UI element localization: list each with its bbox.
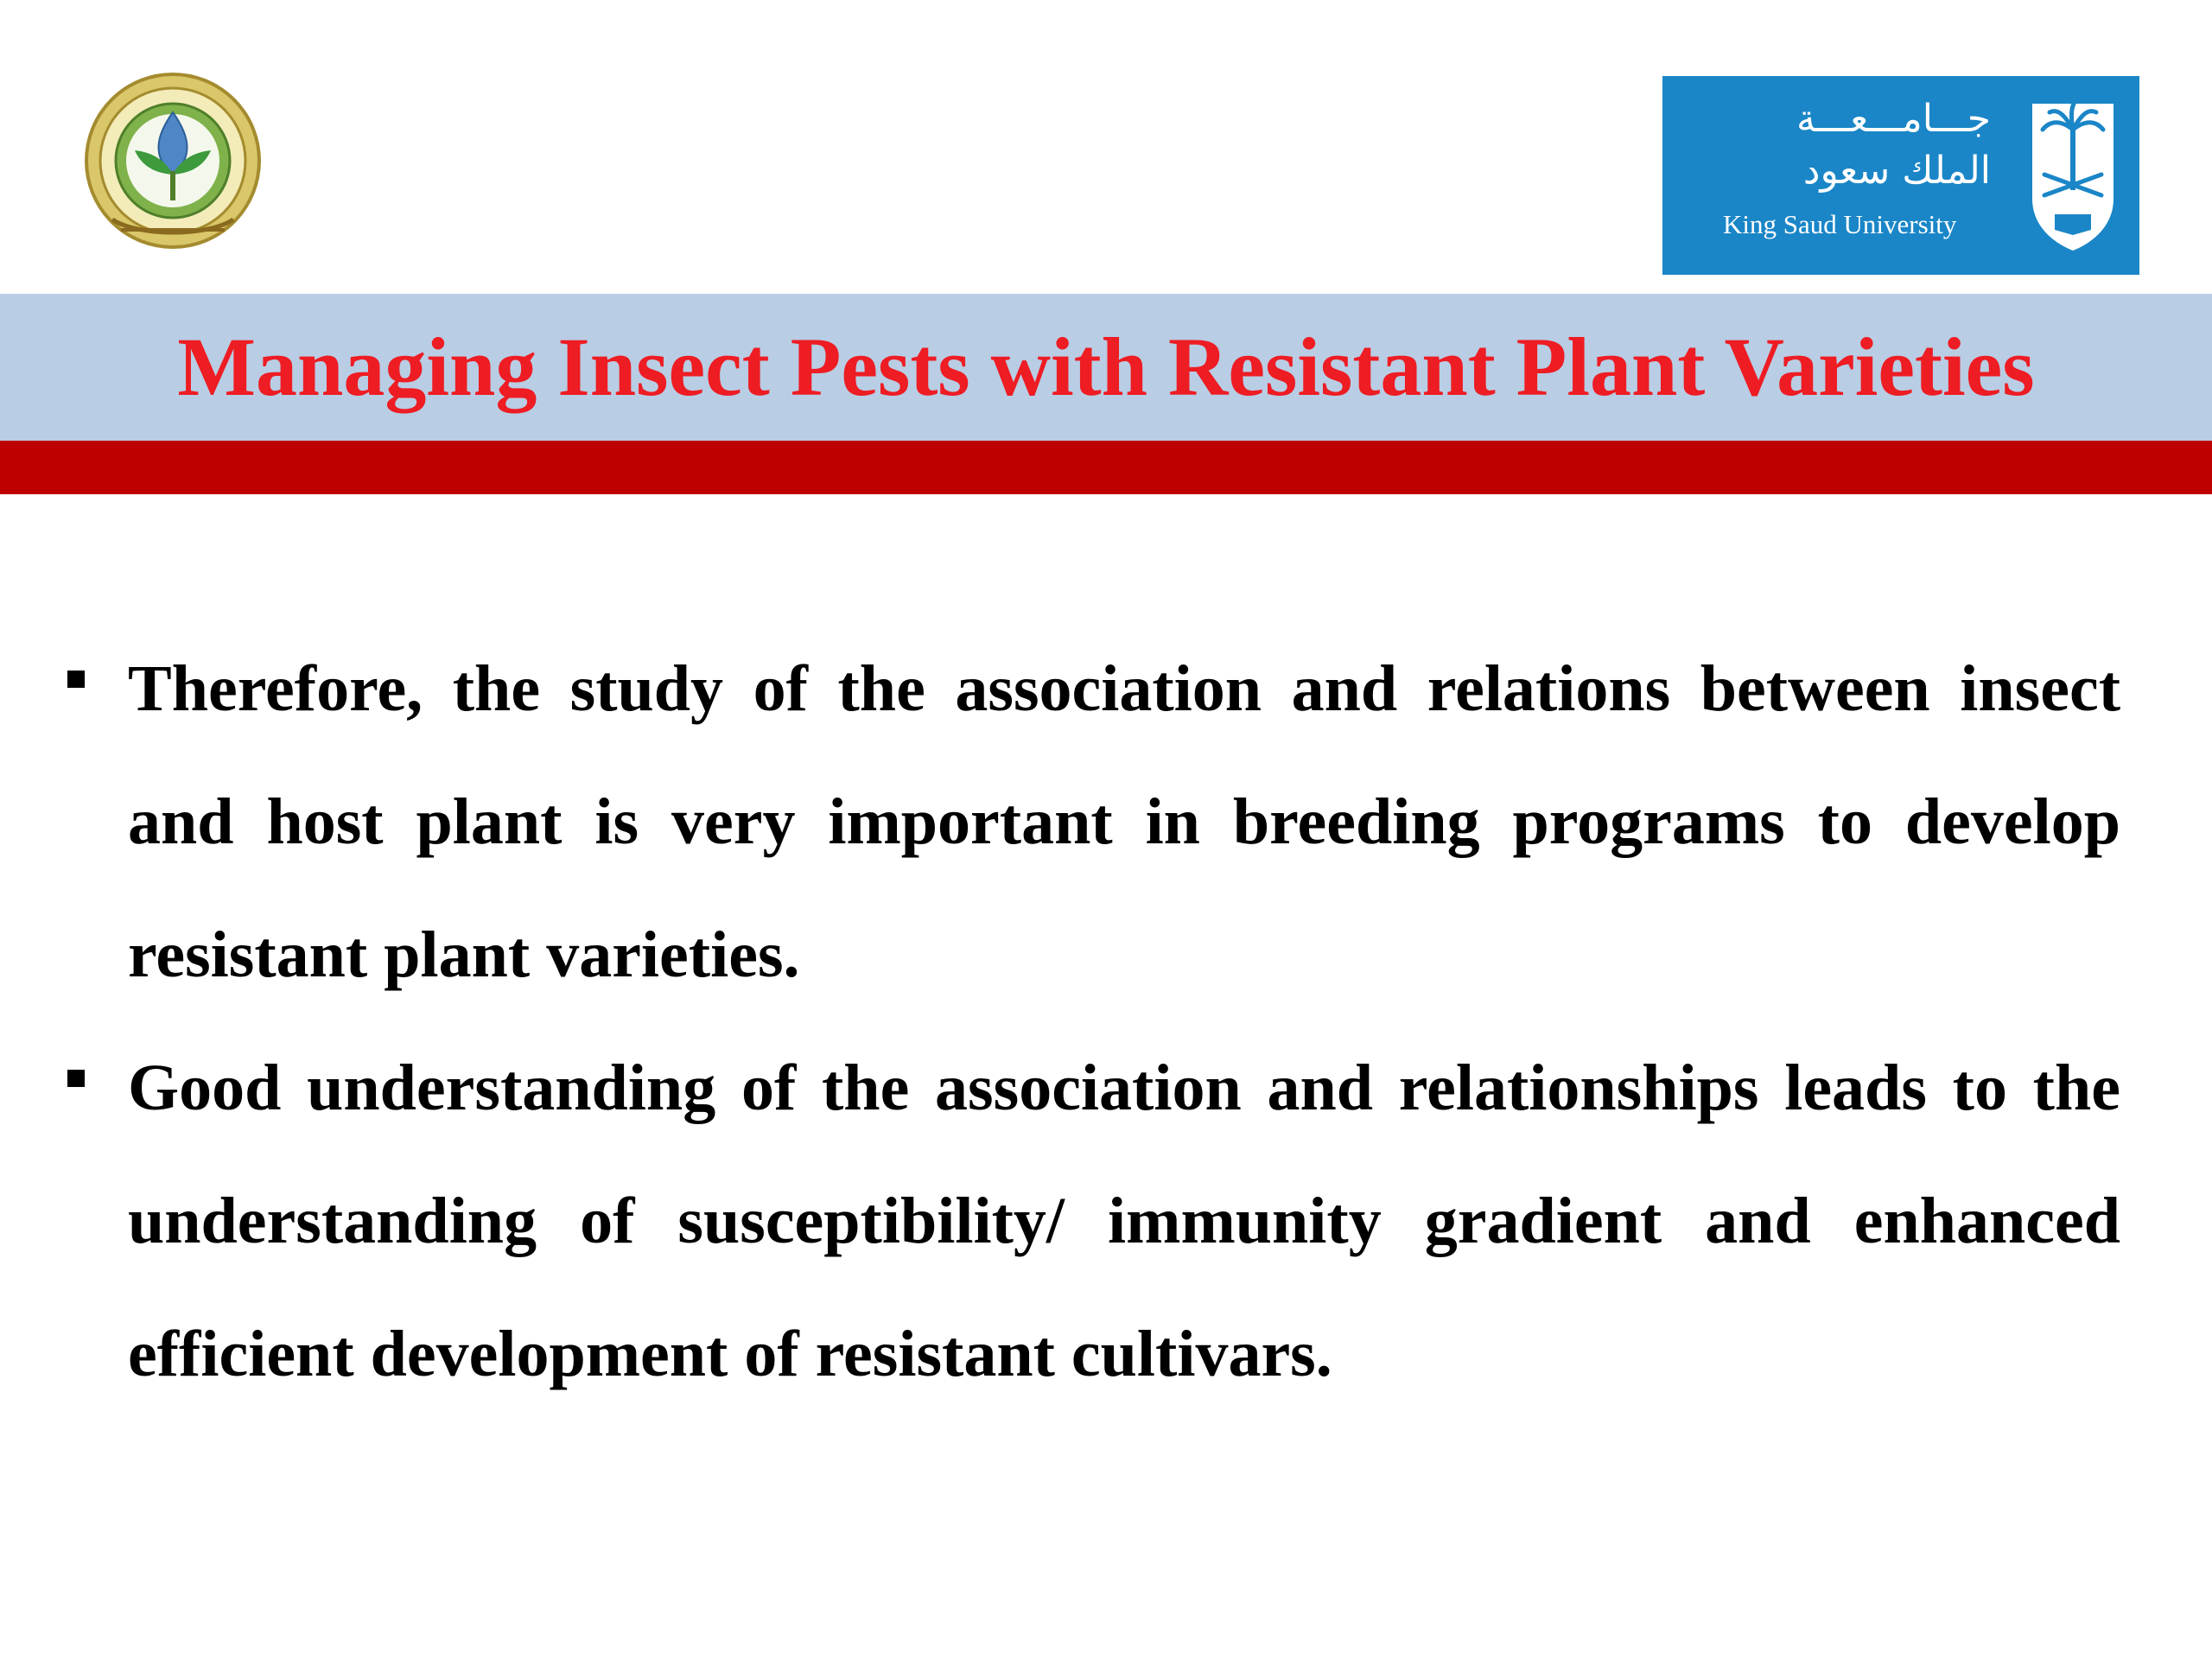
logo-arabic-line-2: الملك سعود: [1802, 149, 1991, 193]
king-saud-university-logo: [1662, 76, 2139, 275]
palm-and-swords-emblem-icon: [2025, 95, 2120, 256]
square-bullet-icon: [67, 1070, 85, 1087]
bullet-item: [128, 1021, 2120, 1421]
title-band: [0, 294, 2212, 441]
bullet-item: [128, 622, 2120, 1021]
logo-english-name: King Saud University: [1723, 209, 1957, 239]
bullet-text: Therefore, the study of the association and relations between insect and host plant is very important in breeding programs to develop resistant plant varieties.: [128, 652, 2120, 991]
college-seal-logo: [78, 67, 268, 257]
square-bullet-icon: [67, 671, 85, 688]
logo-arabic-line-1: جـــامـــعـــة: [1796, 97, 1991, 141]
bullet-text: Good understanding of the association and relationships leads to the understanding of susceptibility/ immunity gradient and enhanced efficient development of resistant cultivars.: [128, 1052, 2120, 1390]
slide-title: Managing Insect Pests with Resistant Plant Varieties: [177, 321, 2035, 413]
slide-body: [0, 622, 2212, 1421]
title-underline-bar: [0, 441, 2212, 494]
college-food-agriculture-seal-icon: [78, 67, 268, 257]
